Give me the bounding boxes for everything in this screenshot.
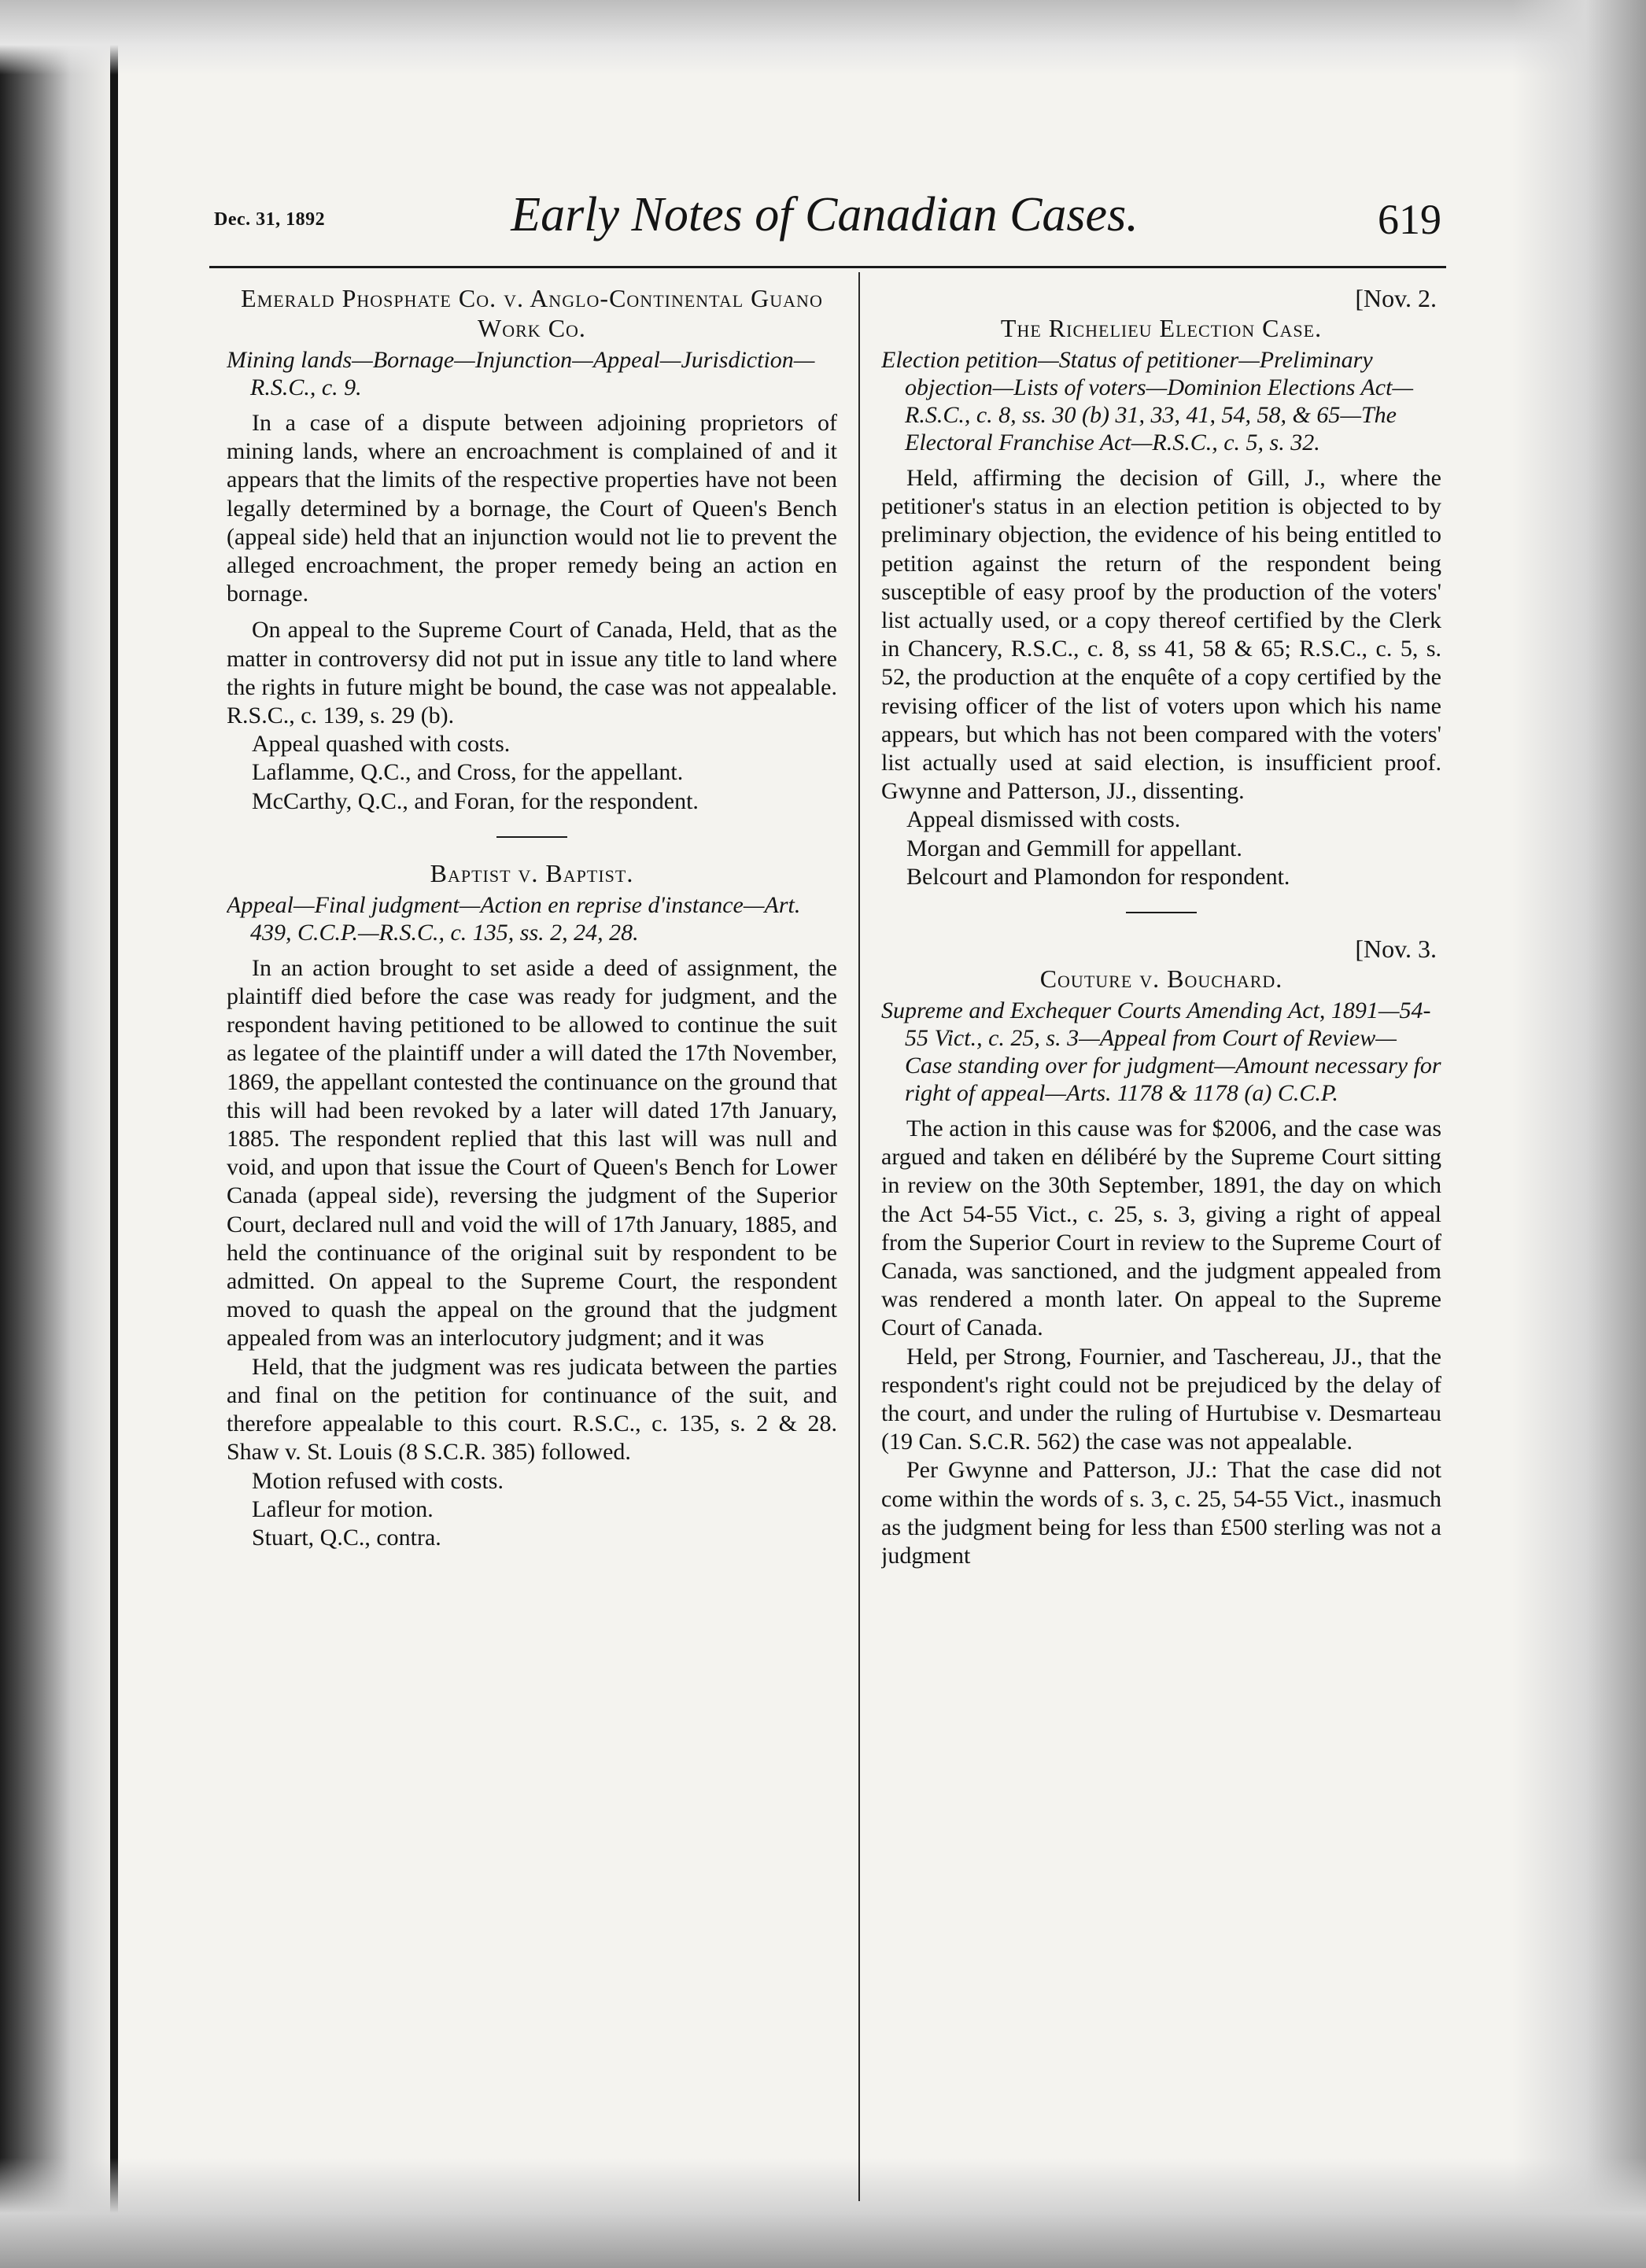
case-paragraph: Per Gwynne and Patterson, JJ.: That the case did not come within the words of s. 3, c. 25, 54-55 Vict., inasmuch as the judgment being for less than £500 sterling was not a judgment: [881, 1457, 1441, 1569]
case-paragraph: The action in this cause was for $2006, and the case was argued and taken en délibéré by the Supreme Court sitting in review on the 30th September, 1891, the day on which the Act 54-55 Vict., c. 25, s. 3, giving a right of appeal from the Superior Court in review to the Supreme Court of Canada, was sanctioned, and the judgment appealed from was rendered a month later. On appeal to the Supreme Court of Canada.: [881, 1116, 1441, 1341]
scan-shadow-left: [0, 0, 118, 2268]
header-date: Dec. 31, 1892: [214, 209, 326, 230]
case-catchwords: Appeal—Final judgment—Action en reprise d'instance—Art. 439, C.C.P.—R.S.C., c. 135, ss. 2, 24, 28.: [227, 891, 801, 946]
case-couture-bouchard: [881, 934, 1441, 1570]
case-emerald-phosphate: [227, 283, 837, 816]
case-paragraph: Held, that the judgment was res judicata between the parties and final on the petition for continuance of the suit, and therefore appealable to this court. R.S.C., c. 135, s. 2 & 28. Shaw v. St. Louis (8 S.C.R. 385) followed.: [227, 1353, 837, 1466]
court-date: [Nov. 2.: [1355, 284, 1437, 312]
page-number: 619: [1378, 196, 1441, 243]
case-paragraph: Held, affirming the decision of Gill, J., where the petitioner's status in an election petition is objected to by preliminary objection, the evidence of his being entitled to petition against the return of the respondent being susceptible of easy proof by the production of the voters' list actually used, or a copy thereof certified by the Clerk in Chancery, R.S.C., c. 8, ss 41, 58 & 65; R.S.C., c. 5, s. 52, the production at the enquête of a copy certified by the revising officer of the list of voters upon which his name appears, but which has not been compared with the voters' list actually used at said election, is insufficient proof. Gwynne and Patterson, JJ., dissenting.: [881, 465, 1441, 805]
document-page: [203, 187, 1446, 2209]
counsel-line: Laflamme, Q.C., and Cross, for the appellant.: [252, 759, 684, 786]
case-separator: [1126, 912, 1197, 913]
case-title: Emerald Phosphate Co. v. Anglo-Continental Guano Work Co.: [241, 284, 823, 342]
right-column: [881, 283, 1441, 2203]
case-catchwords: Mining lands—Bornage—Injunction—Appeal—Jurisdiction—R.S.C., c. 9.: [227, 347, 815, 400]
case-richelieu-election: [881, 283, 1441, 891]
case-paragraph: Held, per Strong, Fournier, and Taschereau, JJ., that the respondent's right could not be prejudiced by the delay of the court, and under the ruling of Hurtubise v. Desmarteau (19 Can. S.C.R. 562) the case was not appealable.: [881, 1343, 1441, 1455]
left-column: [227, 283, 837, 2203]
case-title: Baptist v. Baptist.: [430, 858, 634, 887]
case-separator: [496, 836, 567, 838]
case-disposition: Appeal quashed with costs.: [252, 731, 511, 758]
case-catchwords: Election petition—Status of petitioner—Preliminary objection—Lists of voters—Dominion Elections Act—R.S.C., c. 8, ss. 30 (b) 31, 33, 41, 54, 58, & 65—The Electoral Franchise Act—R.S.C., c. 5, s. 32.: [881, 347, 1414, 455]
scan-shadow-right: [1512, 0, 1646, 2268]
header-rule: [209, 266, 1446, 268]
case-catchwords: Supreme and Exchequer Courts Amending Act, 1891—54-55 Vict., c. 25, s. 3—Appeal from Court of Review—Case standing over for judgment—Amount necessary for right of appeal—Arts. 1178 & 1178 (a) C.C.P.: [881, 998, 1441, 1107]
counsel-line: Lafleur for motion.: [252, 1495, 434, 1522]
counsel-line: Morgan and Gemmill for appellant.: [906, 835, 1242, 861]
counsel-line: Stuart, Q.C., contra.: [252, 1524, 441, 1551]
case-title: The Richelieu Election Case.: [1000, 314, 1323, 342]
case-title: Couture v. Bouchard.: [1039, 964, 1283, 994]
column-divider: [858, 272, 860, 2201]
counsel-line: McCarthy, Q.C., and Foran, for the respondent.: [252, 787, 699, 814]
case-paragraph: In an action brought to set aside a deed of assignment, the plaintiff died before the case was ready for judgment, and the respondent having petitioned to be allowed to continue the suit as legatee of the plaintiff under a will dated the 17th November, 1869, the appellant contested the continuance on the ground that this will had been revoked by a later will dated 17th January, 1885. The respondent replied that this last will was null and void, and upon that issue the Court of Queen's Bench for Lower Canada (appeal side), reversing the judgment of the Superior Court, declared null and void the will of 17th January, 1885, and held the continuance of the original suit by respondent to be admitted. On appeal to the Supreme Court, the respondent moved to quash the appeal on the ground that the judgment appealed from was an interlocutory judgment; and it was: [227, 954, 837, 1352]
case-paragraph: On appeal to the Supreme Court of Canada, Held, that as the matter in controversy did not put in issue any title to land where the rights in future might be bound, the case was not appealable. R.S.C., c. 139, s. 29 (b).: [227, 617, 837, 729]
header-title: Early Notes of Canadian Cases.: [511, 188, 1139, 242]
scan-binding-edge: [110, 31, 118, 2234]
court-date: [Nov. 3.: [1355, 935, 1437, 964]
case-baptist: [227, 858, 837, 1552]
case-disposition: Appeal dismissed with costs.: [906, 806, 1181, 833]
counsel-line: Belcourt and Plamondon for respondent.: [906, 863, 1290, 890]
case-paragraph: In a case of a dispute between adjoining proprietors of mining lands, where an encroachment is complained of and it appears that the limits of the respective properties have not been legally determined by a bornage, the Court of Queen's Bench (appeal side) held that an injunction would not lie to prevent the alleged encroachment, the proper remedy being an action en bornage.: [227, 410, 837, 607]
scan-shadow-top: [0, 0, 1646, 75]
case-disposition: Motion refused with costs.: [252, 1467, 504, 1494]
running-header: [203, 187, 1446, 258]
